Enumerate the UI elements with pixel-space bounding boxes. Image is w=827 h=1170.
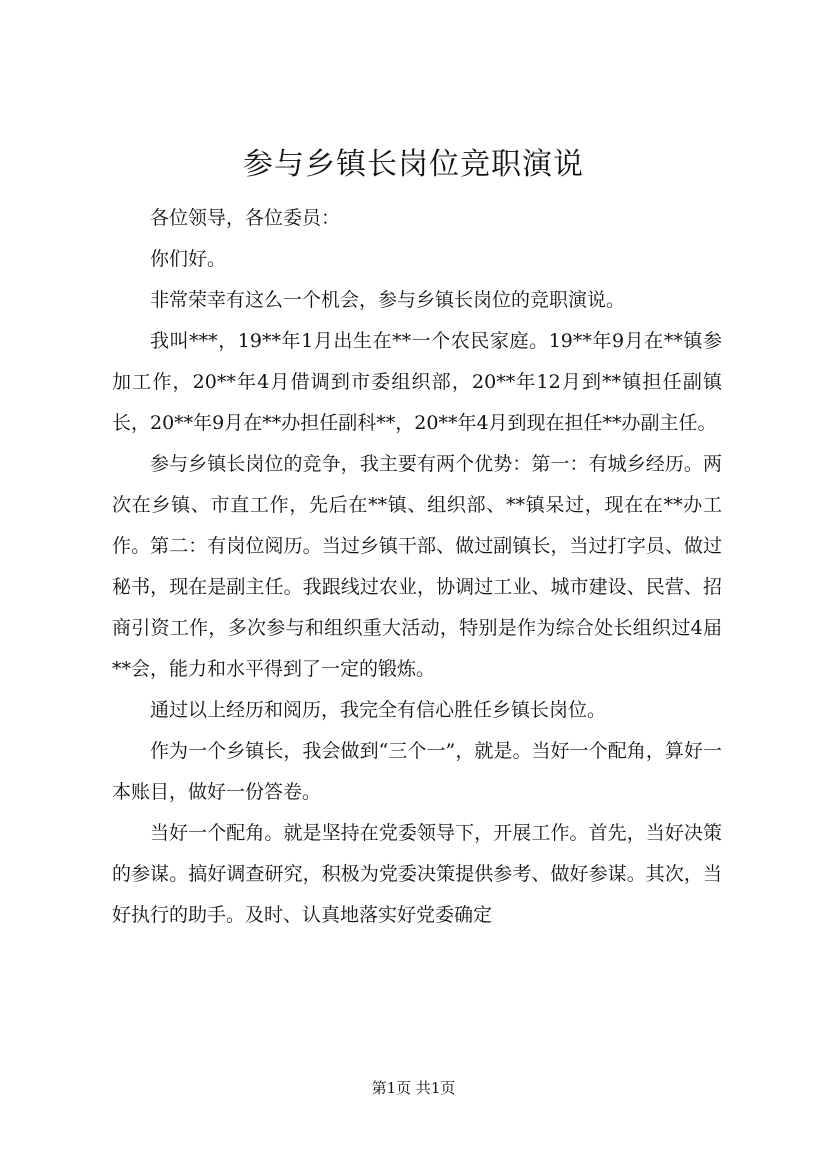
- paragraph-salutation: 各位领导，各位委员：: [150, 207, 341, 229]
- paragraph-background: 我叫***，19**年1月出生在**一个农民家庭。19**年9月在**镇参加工作，20**年4月借调到市委组织部，20**年12月到**镇担任副镇长，20**年9月在**办担任副科**，20**年4月到现在担任**办副主任。: [112, 330, 722, 434]
- paragraph-advantages: 参与乡镇长岗位的竞争，我主要有两个优势：第一：有城乡经历。两次在乡镇、市直工作，先后在**镇、组织部、**镇呆过，现在在**办工作。第二：有岗位阅历。当过乡镇干部、做过副镇长，当过打字员、做过秘书，现在是副主任。我跟线过农业，协调过工业、城市建设、民营、招商引资工作，多次参与和组织重大活动，特别是作为综合处长组织过4届**会，能力和水平得到了一定的锻炼。: [112, 453, 722, 680]
- paragraph-three-ones: 作为一个乡镇长，我会做到“三个一”，就是。当好一个配角，算好一本账目，做好一份答卷。: [112, 740, 722, 803]
- paragraph-supporting-role: 当好一个配角。就是坚持在党委领导下，开展工作。首先，当好决策的参谋。搞好调查研究，积极为党委决策提供参考、做好参谋。其次，当好执行的助手。及时、认真地落实好党委确定: [112, 822, 722, 926]
- paragraph-greeting: 你们好。: [150, 248, 227, 270]
- page-footer: 第1页 共1页: [371, 1079, 456, 1097]
- document-title: 参与乡镇长岗位竞职演说: [243, 147, 584, 182]
- paragraph-confidence: 通过以上经历和阅历，我完全有信心胜任乡镇长岗位。: [150, 699, 607, 721]
- document-body: [112, 198, 722, 936]
- paragraph-intro: 非常荣幸有这么一个机会，参与乡镇长岗位的竞职演说。: [150, 289, 626, 311]
